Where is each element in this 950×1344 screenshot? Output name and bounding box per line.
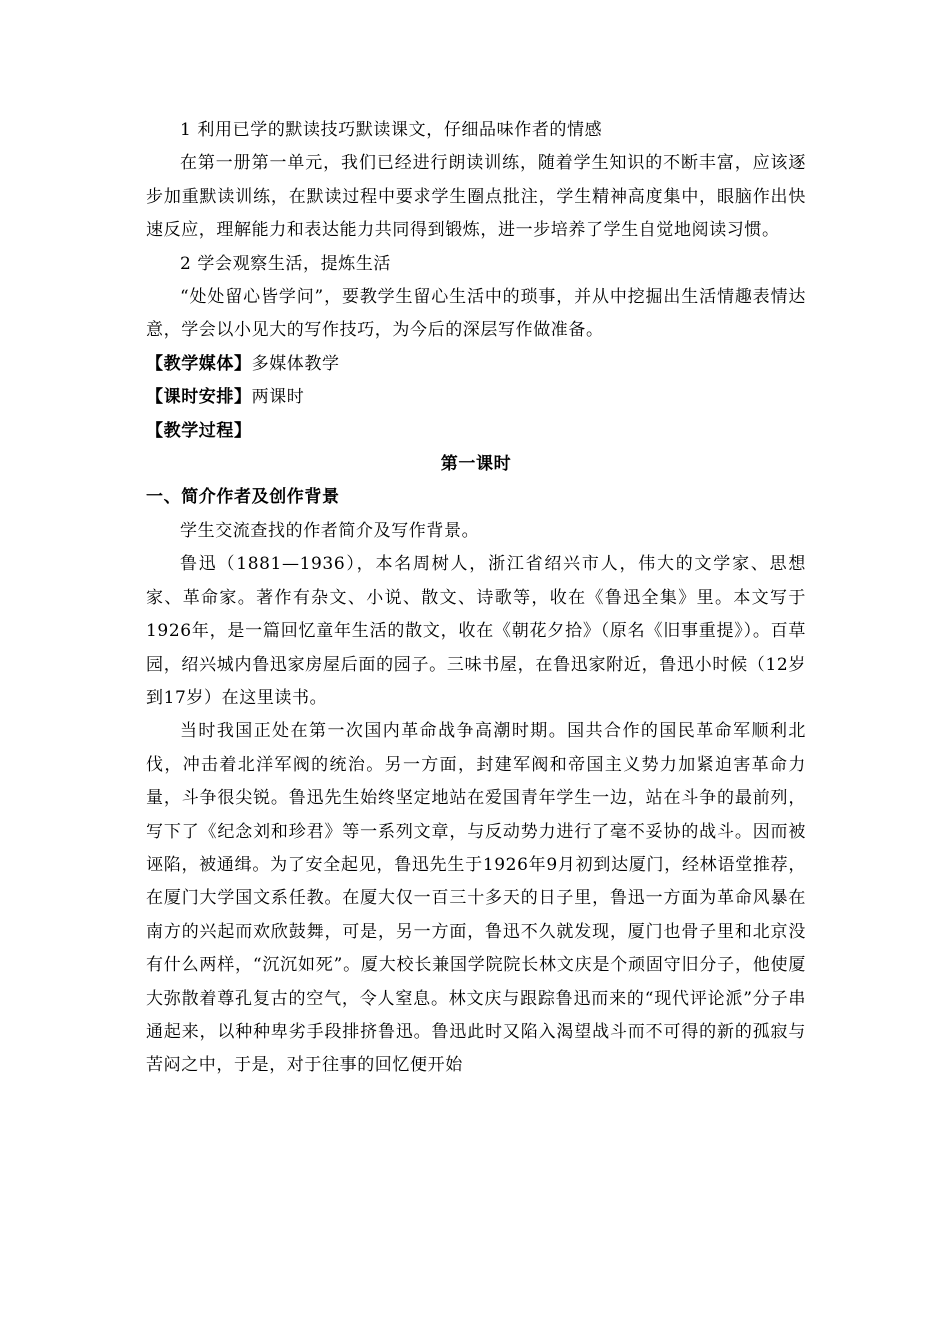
intro-paragraph: 学生交流查找的作者简介及写作背景。 [180, 520, 480, 541]
teaching-process-label: 【教学过程】 [146, 420, 252, 441]
goal-2-title: 2 学会观察生活，提炼生活 [180, 253, 392, 274]
goal-1-body: 在第一册第一单元，我们已经进行朗读训练，随着学生知识的不断丰富，应该逐步加重默读训练，在默读过程中要求学生圈点批注，学生精神高度集中，眼脑作出快速反应，理解能力和表达能力共同得到锻炼，进一步培养了学生自觉地阅读习惯。 [146, 153, 806, 241]
teaching-media-value: 多媒体教学 [251, 353, 340, 374]
goal-1-title: 1 利用已学的默读技巧默读课文，仔细品味作者的情感 [180, 120, 603, 140]
teaching-process-line [146, 415, 806, 448]
class-schedule-line [146, 381, 806, 414]
teaching-media-label: 【教学媒体】 [146, 353, 252, 374]
lesson-1-title: 第一课时 [440, 454, 512, 475]
goal-2-body: “处处留心皆学问”，要教学生留心生活中的琐事，并从中挖掘出生活情趣表情达意，学会以小见大的写作技巧，为今后的深层写作做准备。 [146, 287, 806, 341]
background-paragraph: 当时我国正处在第一次国内革命战争高潮时期。国共合作的国民革命军顺利北伐，冲击着北洋军阀的统治。另一方面，封建军阀和帝国主义势力加紧迫害革命力量，斗争很尖锐。鲁迅先生始终坚定地站在爱国青年学生一边，站在斗争的最前列，写下了《纪念刘和珍君》等一系列文章，与反动势力进行了毫不妥协的战斗。因而被诬陷，被通缉。为了安全起见，鲁迅先生于1926年9月初到达厦门，经林语堂推荐，在厦门大学国文系任教。在厦大仅一百三十多天的日子里，鲁迅一方面为革命风暴在南方的兴起而欢欣鼓舞，可是，另一方面，鲁迅不久就发现，厦门也骨子里和北京没有什么两样，“沉沉如死”。厦大校长兼国学院院长林文庆是个顽固守旧分子，他使厦大弥散着尊孔复古的空气，令人窒息。林文庆与跟踪鲁迅而来的“现代评论派”分子串通起来，以种种卑劣手段排挤鲁迅。鲁迅此时又陷入渴望战斗而不可得的新的孤寂与苦闷之中，于是，对于往事的回忆便开始 [146, 721, 806, 1076]
class-schedule-value: 两课时 [251, 387, 305, 408]
author-paragraph: 鲁迅（1881—1936），本名周树人，浙江省绍兴市人，伟大的文学家、思想家、革命家。著作有杂文、小说、散文、诗歌等，收在《鲁迅全集》里。本文写于1926年，是一篇回忆童年生活的散文，收在《朝花夕拾》（原名《旧事重提》）。百草园，绍兴城内鲁迅家房屋后面的园子。三味书屋，在鲁迅家附近，鲁迅小时候（12岁到17岁）在这里读书。 [146, 554, 806, 708]
section-heading-author-background: 一、简介作者及创作背景 [146, 487, 340, 508]
teaching-media-line [146, 348, 806, 381]
class-schedule-label: 【课时安排】 [146, 387, 252, 408]
document-page [146, 114, 806, 1083]
